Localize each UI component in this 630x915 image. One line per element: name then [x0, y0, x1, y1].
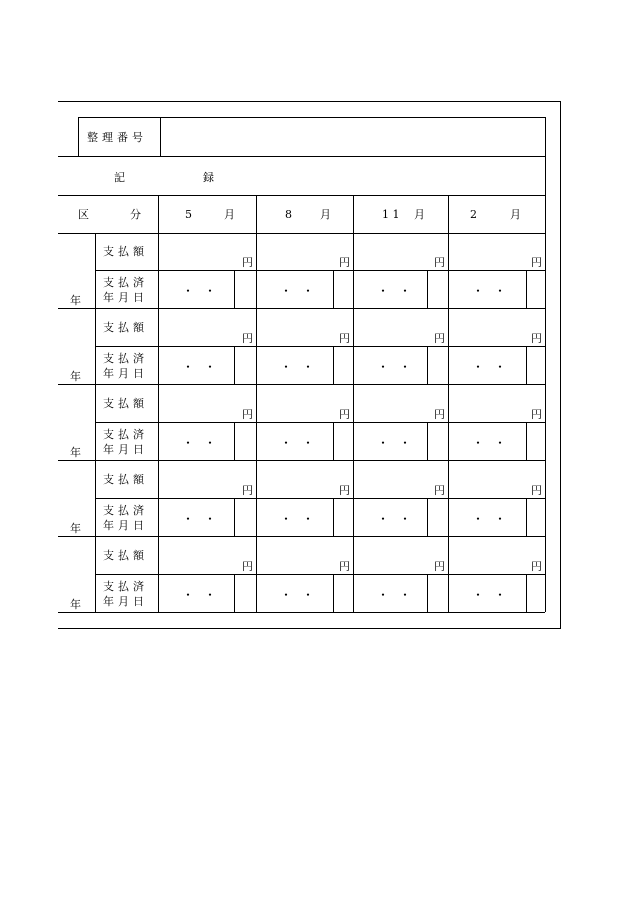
year-label: 年: [70, 446, 81, 459]
category-header-right: 分: [130, 208, 141, 221]
year-label: 年: [70, 294, 81, 307]
date-dots[interactable]: ・・: [182, 512, 227, 526]
amount-label: 支払額: [103, 397, 148, 410]
paid-label-line1: 支払済: [103, 276, 148, 289]
yen-unit: 円: [339, 256, 350, 269]
year-label: 年: [70, 598, 81, 611]
yen-unit: 円: [339, 332, 350, 345]
date-dots[interactable]: ・・: [182, 284, 227, 298]
yen-unit: 円: [434, 560, 445, 573]
yen-unit: 円: [531, 408, 542, 421]
yen-unit: 円: [434, 256, 445, 269]
paid-label-line2: 年月日: [103, 443, 148, 456]
yen-unit: 円: [531, 560, 542, 573]
date-dots[interactable]: ・・: [280, 512, 325, 526]
grid-line: [95, 270, 545, 271]
yen-unit: 円: [242, 332, 253, 345]
date-dots[interactable]: ・・: [377, 588, 422, 602]
grid-line: [353, 195, 354, 612]
month-header-3-num: 1 1: [382, 208, 400, 221]
date-dots[interactable]: ・・: [280, 436, 325, 450]
grid-line: [526, 270, 527, 308]
paid-label-line2: 年月日: [103, 595, 148, 608]
grid-line: [333, 574, 334, 612]
grid-line: [58, 384, 545, 385]
year-label: 年: [70, 370, 81, 383]
date-dots[interactable]: ・・: [280, 284, 325, 298]
yen-unit: 円: [531, 332, 542, 345]
month-header-1-unit: 月: [224, 208, 235, 221]
paid-label-line1: 支払済: [103, 428, 148, 441]
date-dots[interactable]: ・・: [472, 588, 517, 602]
grid-line: [526, 346, 527, 384]
grid-line: [526, 422, 527, 460]
grid-line: [78, 117, 545, 118]
grid-line: [160, 117, 161, 156]
amount-label: 支払額: [103, 245, 148, 258]
date-dots[interactable]: ・・: [280, 360, 325, 374]
paid-label-line2: 年月日: [103, 291, 148, 304]
grid-line: [448, 195, 449, 612]
grid-line: [427, 422, 428, 460]
category-header-left: 区: [78, 208, 89, 221]
yen-unit: 円: [434, 332, 445, 345]
yen-unit: 円: [242, 408, 253, 421]
grid-line: [234, 422, 235, 460]
yen-unit: 円: [242, 256, 253, 269]
yen-unit: 円: [531, 256, 542, 269]
grid-line: [58, 536, 545, 537]
grid-line: [95, 422, 545, 423]
yen-unit: 円: [434, 484, 445, 497]
date-dots[interactable]: ・・: [377, 360, 422, 374]
paid-label-line1: 支払済: [103, 504, 148, 517]
yen-unit: 円: [339, 560, 350, 573]
month-header-4-num: 2: [470, 208, 477, 221]
grid-line: [545, 117, 546, 612]
grid-line: [427, 346, 428, 384]
date-dots[interactable]: ・・: [377, 512, 422, 526]
id-label: 整理番号: [87, 131, 147, 144]
grid-line: [58, 233, 545, 234]
amount-label: 支払額: [103, 321, 148, 334]
grid-line: [256, 195, 257, 612]
paid-label-line2: 年月日: [103, 367, 148, 380]
grid-line: [58, 156, 545, 157]
grid-line: [234, 346, 235, 384]
grid-line: [234, 498, 235, 536]
yen-unit: 円: [531, 484, 542, 497]
date-dots[interactable]: ・・: [377, 284, 422, 298]
yen-unit: 円: [339, 484, 350, 497]
grid-line: [95, 461, 96, 536]
grid-line: [95, 537, 96, 612]
grid-line: [333, 498, 334, 536]
date-dots[interactable]: ・・: [472, 436, 517, 450]
record-title-right: 録: [203, 171, 214, 184]
year-label: 年: [70, 522, 81, 535]
month-header-2-unit: 月: [320, 208, 331, 221]
month-header-2-num: 8: [285, 208, 292, 221]
grid-line: [58, 195, 545, 196]
grid-line: [78, 117, 79, 156]
yen-unit: 円: [339, 408, 350, 421]
month-header-1-num: 5: [185, 208, 192, 221]
grid-line: [526, 574, 527, 612]
grid-line: [95, 574, 545, 575]
grid-line: [58, 308, 545, 309]
grid-line: [95, 498, 545, 499]
month-header-4-unit: 月: [510, 208, 521, 221]
paid-label-line2: 年月日: [103, 519, 148, 532]
paid-label-line1: 支払済: [103, 580, 148, 593]
yen-unit: 円: [434, 408, 445, 421]
grid-line: [333, 270, 334, 308]
yen-unit: 円: [242, 484, 253, 497]
date-dots[interactable]: ・・: [182, 588, 227, 602]
grid-line: [427, 270, 428, 308]
date-dots[interactable]: ・・: [280, 588, 325, 602]
grid-line: [58, 612, 545, 613]
grid-line: [427, 574, 428, 612]
grid-line: [234, 574, 235, 612]
grid-line: [526, 498, 527, 536]
grid-line: [234, 270, 235, 308]
date-dots[interactable]: ・・: [472, 284, 517, 298]
date-dots[interactable]: ・・: [472, 360, 517, 374]
grid-line: [58, 460, 545, 461]
date-dots[interactable]: ・・: [182, 436, 227, 450]
amount-label: 支払額: [103, 473, 148, 486]
paid-label-line1: 支払済: [103, 352, 148, 365]
date-dots[interactable]: ・・: [182, 360, 227, 374]
grid-line: [95, 309, 96, 384]
grid-line: [95, 385, 96, 460]
grid-line: [333, 346, 334, 384]
date-dots[interactable]: ・・: [377, 436, 422, 450]
amount-label: 支払額: [103, 549, 148, 562]
grid-line: [333, 422, 334, 460]
grid-line: [158, 195, 159, 612]
grid-line: [427, 498, 428, 536]
yen-unit: 円: [242, 560, 253, 573]
grid-line: [95, 233, 96, 308]
month-header-3-unit: 月: [414, 208, 425, 221]
grid-line: [95, 346, 545, 347]
date-dots[interactable]: ・・: [472, 512, 517, 526]
record-title-left: 記: [114, 171, 125, 184]
